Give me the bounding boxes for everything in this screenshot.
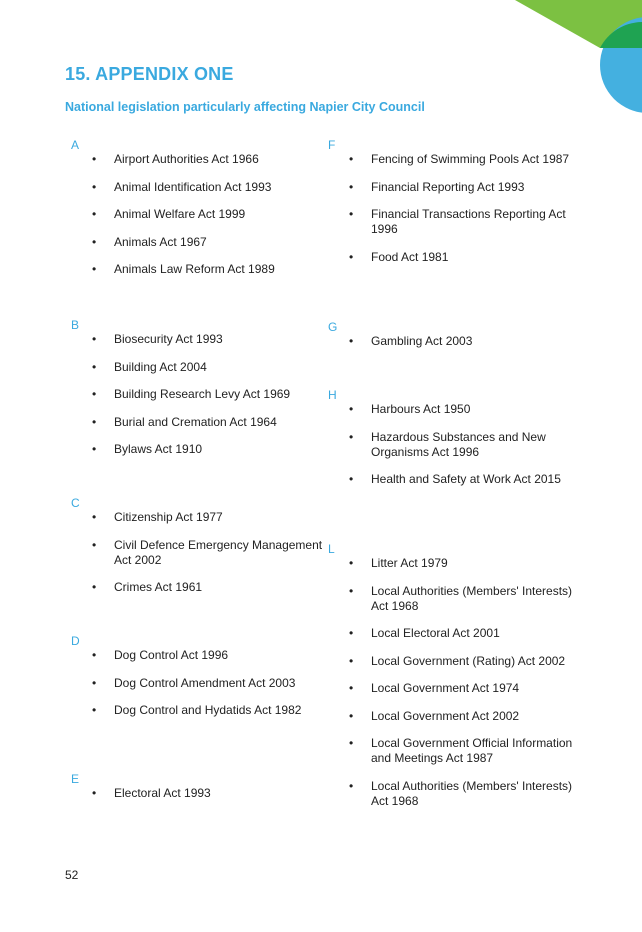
- page-subtitle: National legislation particularly affecting Napier City Council: [65, 100, 425, 114]
- legislation-item: • Local Government Official Information and Meetings Act 1987: [328, 736, 578, 766]
- section-c: [71, 496, 331, 608]
- legislation-item: • Dog Control Act 1996: [71, 648, 331, 663]
- legislation-list: [71, 786, 331, 801]
- legislation-item: • Local Electoral Act 2001: [328, 626, 578, 641]
- section-g: [328, 320, 578, 362]
- legislation-item: • Burial and Cremation Act 1964: [71, 415, 331, 430]
- dark-green-segment-shape: [600, 22, 642, 48]
- legislation-list: [71, 648, 331, 718]
- section-letter: D: [71, 634, 80, 648]
- legislation-item: • Litter Act 1979: [328, 556, 578, 571]
- legislation-item: • Building Research Levy Act 1969: [71, 387, 331, 402]
- legislation-item: • Local Authorities (Members' Interests) Act 1968: [328, 779, 578, 809]
- legislation-item: • Animals Law Reform Act 1989: [71, 262, 331, 277]
- section-letter: C: [71, 496, 80, 510]
- legislation-item: • Gambling Act 2003: [328, 334, 578, 349]
- section-letter: H: [328, 388, 337, 402]
- legislation-item: • Civil Defence Emergency Management Act 2002: [71, 538, 331, 568]
- legislation-item: • Animals Act 1967: [71, 235, 331, 250]
- legislation-item: • Local Government Act 1974: [328, 681, 578, 696]
- blue-circle-shape: [600, 17, 642, 113]
- legislation-item: • Building Act 2004: [71, 360, 331, 375]
- legislation-list: [71, 510, 331, 595]
- legislation-item: • Dog Control and Hydatids Act 1982: [71, 703, 331, 718]
- legislation-item: • Electoral Act 1993: [71, 786, 331, 801]
- legislation-item: • Animal Identification Act 1993: [71, 180, 331, 195]
- legislation-list: [328, 556, 578, 809]
- section-letter: L: [328, 542, 335, 556]
- legislation-list: [328, 334, 578, 349]
- legislation-list: [328, 402, 578, 487]
- legislation-item: • Financial Reporting Act 1993: [328, 180, 578, 195]
- page-title: 15. APPENDIX ONE: [65, 64, 234, 84]
- page-number: 52: [65, 868, 79, 882]
- legislation-item: • Fencing of Swimming Pools Act 1987: [328, 152, 578, 167]
- legislation-item: • Animal Welfare Act 1999: [71, 207, 331, 222]
- legislation-item: • Harbours Act 1950: [328, 402, 578, 417]
- legislation-item: • Citizenship Act 1977: [71, 510, 331, 525]
- legislation-item: • Crimes Act 1961: [71, 580, 331, 595]
- legislation-item: • Food Act 1981: [328, 250, 578, 265]
- section-letter: G: [328, 320, 338, 334]
- legislation-item: • Bylaws Act 1910: [71, 442, 331, 457]
- legislation-list: [328, 152, 578, 265]
- legislation-item: • Local Authorities (Members' Interests) Act 1968: [328, 584, 578, 614]
- legislation-list: [71, 332, 331, 457]
- section-b: [71, 318, 331, 470]
- section-e: [71, 772, 331, 814]
- section-letter: B: [71, 318, 80, 332]
- section-f: [328, 138, 578, 277]
- green-swoosh-shape: [515, 0, 642, 48]
- section-l: [328, 542, 578, 821]
- legislation-item: • Hazardous Substances and New Organisms Act 1996: [328, 430, 578, 460]
- legislation-item: • Local Government (Rating) Act 2002: [328, 654, 578, 669]
- section-d: [71, 634, 331, 731]
- section-h: [328, 388, 578, 500]
- legislation-item: • Health and Safety at Work Act 2015: [328, 472, 578, 487]
- section-letter: F: [328, 138, 336, 152]
- legislation-list: [71, 152, 331, 277]
- legislation-item: • Local Government Act 2002: [328, 709, 578, 724]
- section-letter: A: [71, 138, 80, 152]
- legislation-item: • Financial Transactions Reporting Act 1996: [328, 207, 578, 237]
- section-letter: E: [71, 772, 80, 786]
- legislation-item: • Airport Authorities Act 1966: [71, 152, 331, 167]
- legislation-item: • Biosecurity Act 1993: [71, 332, 331, 347]
- section-a: [71, 138, 331, 290]
- legislation-item: • Dog Control Amendment Act 2003: [71, 676, 331, 691]
